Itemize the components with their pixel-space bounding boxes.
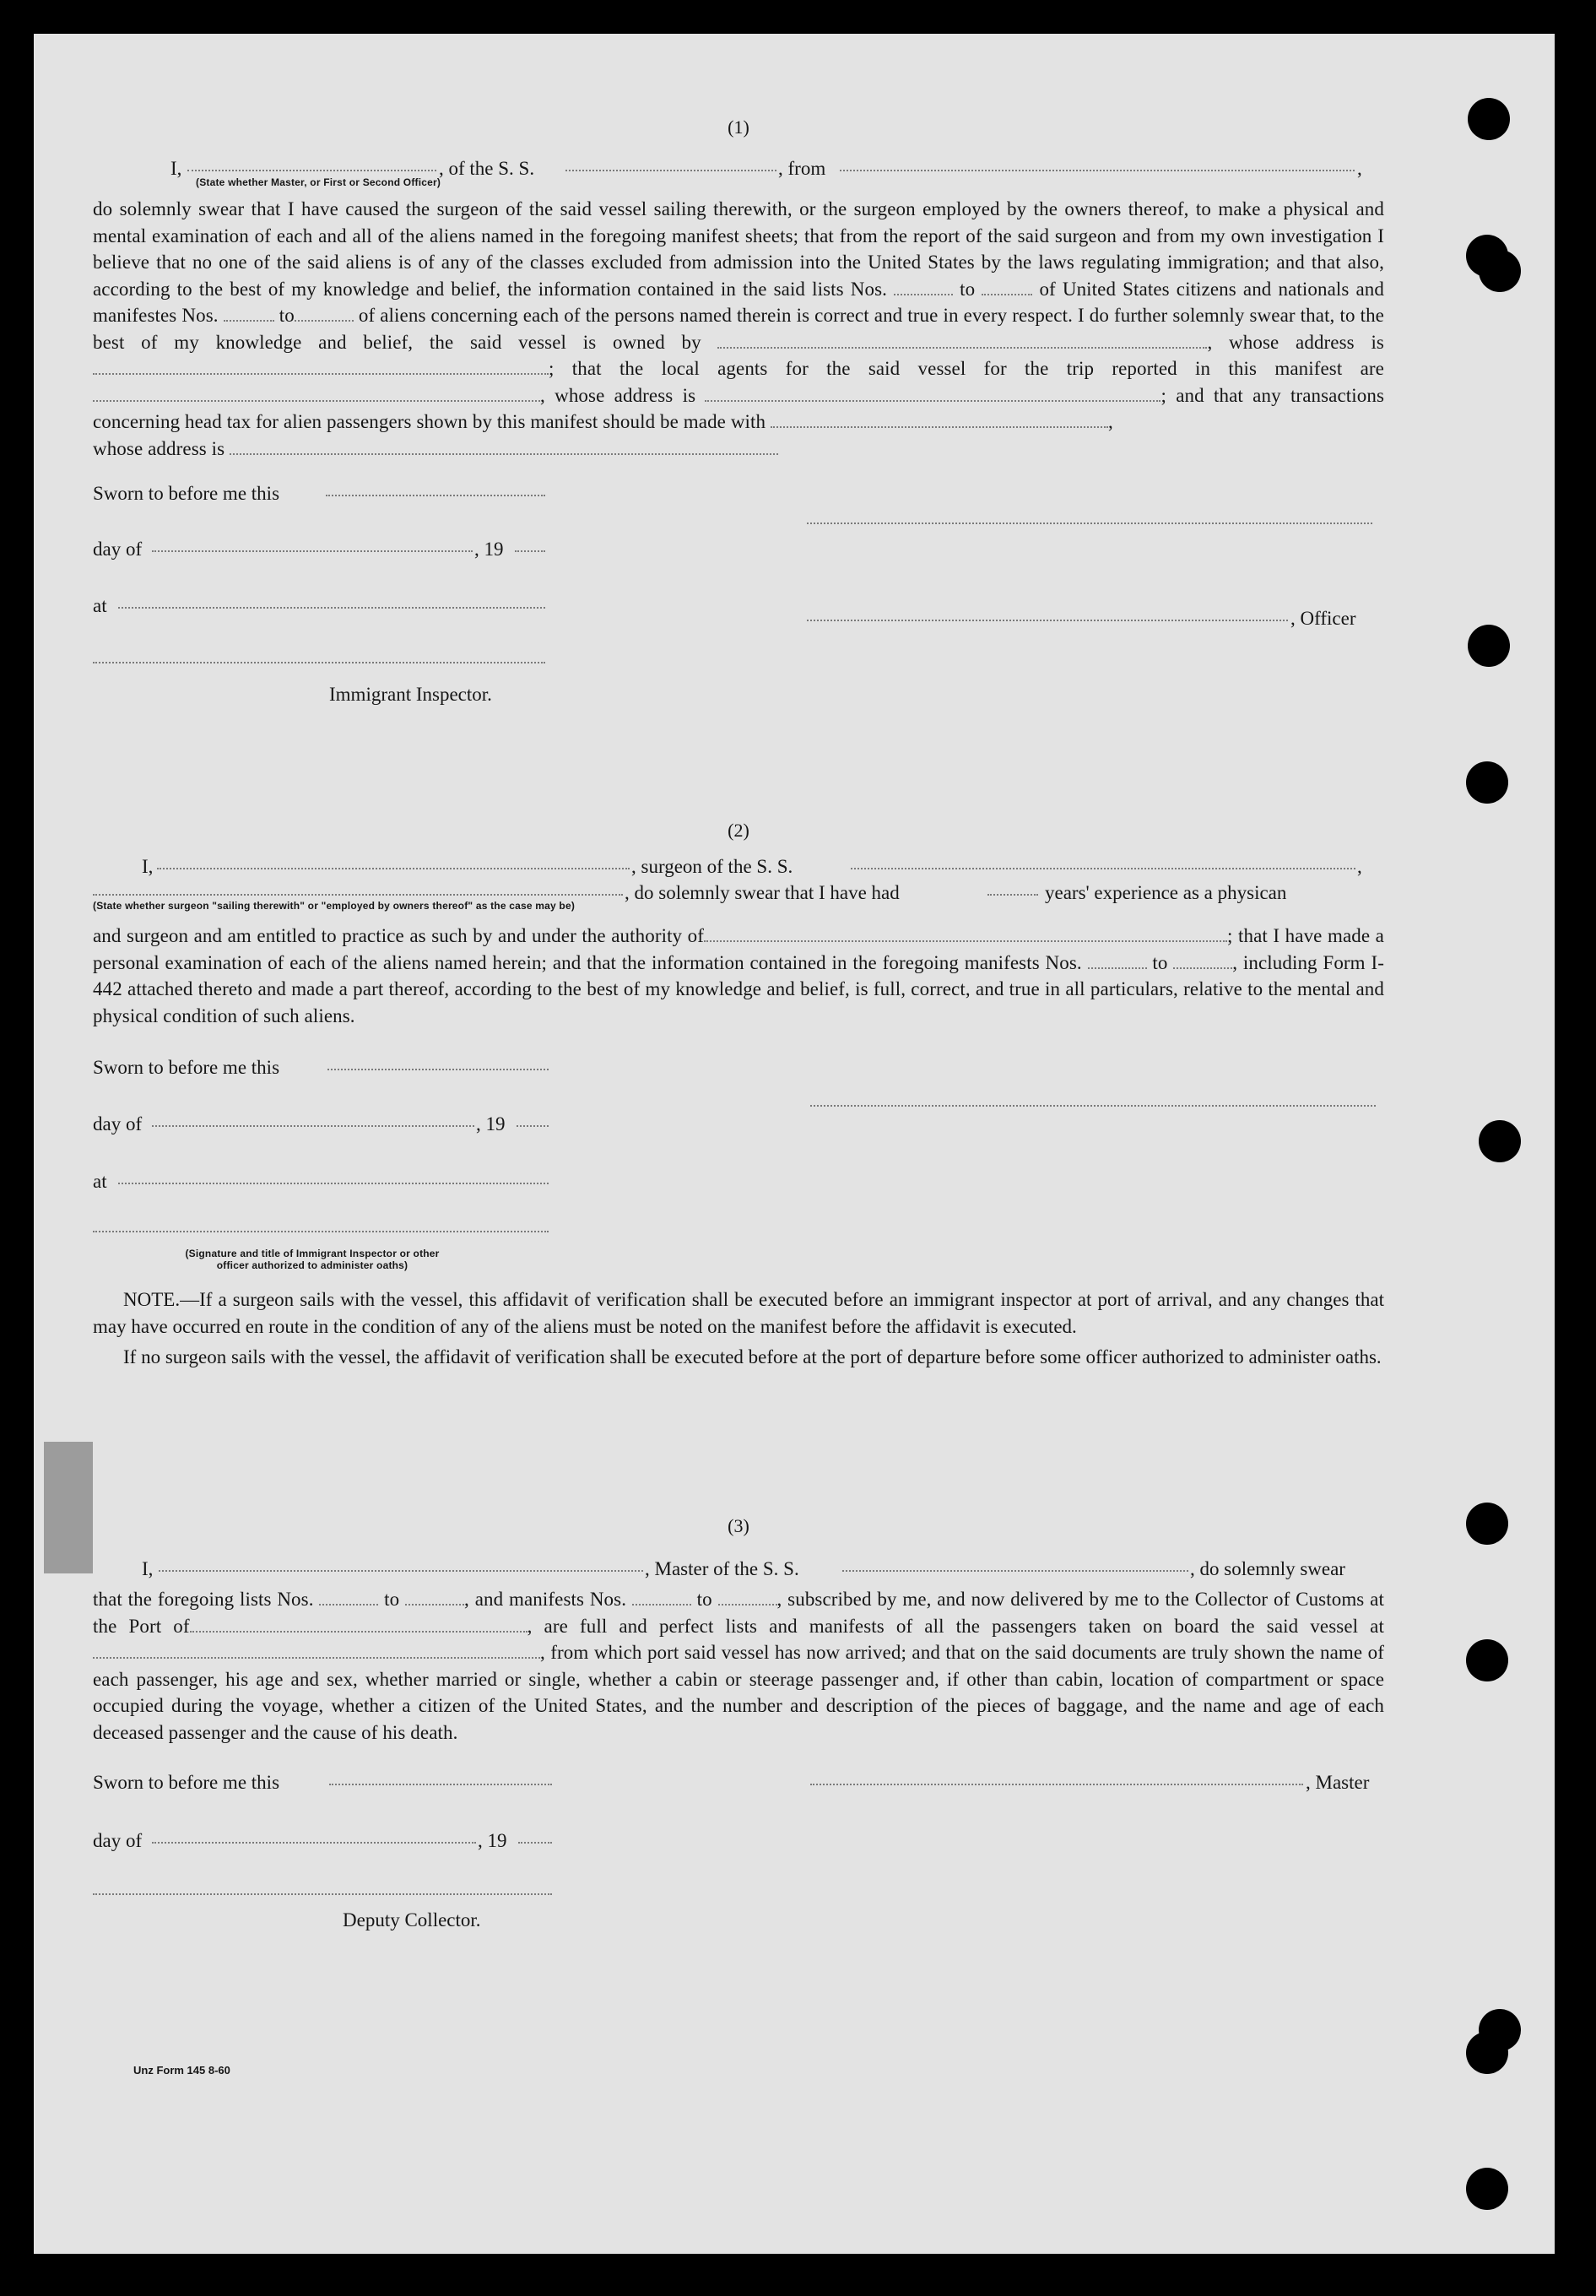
oath-text: , subscribed by me, and now delivered by me to the <box>776 1589 1189 1610</box>
oath-text: , whose address is <box>540 384 696 406</box>
sworn-date-field[interactable] <box>327 1054 549 1070</box>
surgeon-signature-line[interactable] <box>810 1088 1376 1107</box>
punch-hole <box>1466 1503 1508 1545</box>
lists-to-field[interactable] <box>982 279 1032 295</box>
oath-text: , and manifests Nos. <box>464 1589 627 1610</box>
to-label: to <box>384 1589 400 1610</box>
year-prefix: , 19 <box>476 1113 506 1134</box>
officer-label: , Officer <box>1290 608 1356 629</box>
year-field[interactable] <box>517 1111 549 1127</box>
immigrant-inspector-label: Immigrant Inspector. <box>329 684 492 705</box>
vessel-name-field[interactable] <box>565 155 776 171</box>
punch-hole <box>1466 235 1508 277</box>
day-of-label: day of <box>93 539 143 560</box>
sworn-label: Sworn to before me this <box>93 1057 280 1078</box>
jurat-block-3 <box>93 1769 1384 1938</box>
vessel-name-field[interactable] <box>851 853 1355 869</box>
to-label: to <box>960 278 976 300</box>
section-number: (2) <box>728 820 749 841</box>
surgeon-of-label: , surgeon of the S. S. <box>631 856 793 877</box>
oath-text: whose address is <box>93 437 225 459</box>
punch-hole <box>1479 1120 1521 1162</box>
surgeon-status-field[interactable] <box>93 880 623 896</box>
to-label: to <box>696 1589 712 1610</box>
punch-hole <box>1466 2168 1508 2210</box>
embark-port-field[interactable] <box>93 1643 540 1659</box>
oath-text: that on the said documents are truly shown the name of each passenger, his age and sex, whether married or single, whether a cabin or steerage passenger and, if other than cabin, location of compartment or space occupied during the voyage, whether a citizen of the United States, and the number and description of the pieces of baggage, and the name and age of each deceased passenger and the cause of his death. <box>93 1642 1384 1743</box>
sworn-label: Sworn to before me this <box>93 1772 280 1793</box>
i-label: I, <box>142 1558 154 1579</box>
punch-hole <box>1479 2009 1521 2051</box>
manifests-from-field[interactable] <box>1088 953 1147 969</box>
document-page <box>34 34 1555 2254</box>
oath-text: , are full and perfect lists and manifests of all the passengers <box>527 1615 1077 1637</box>
oath-paragraph <box>93 196 1384 462</box>
owner-field[interactable] <box>717 333 1207 349</box>
day-of-label: day of <box>93 1830 143 1851</box>
oath-text: ; <box>1227 925 1233 946</box>
jurat-block-1 <box>93 480 1384 717</box>
contact-address-field[interactable] <box>230 439 778 455</box>
oath-text: ; and that any transactions concerning head tax for alien passengers shown by this manifest should be made with <box>93 384 1385 432</box>
section-number: (1) <box>728 116 749 138</box>
agents-address-field[interactable] <box>705 386 1160 402</box>
punch-hole <box>1466 2032 1508 2074</box>
officer-signature-line[interactable] <box>807 506 1372 524</box>
oath-text: of United States citizens and nationals and manifestes Nos. <box>93 278 1385 326</box>
master-of-label: , Master of the S. S. <box>645 1558 799 1579</box>
punch-hole <box>1479 250 1521 292</box>
oath-text: that the foregoing lists Nos. <box>93 1589 314 1610</box>
owner-address-field[interactable] <box>93 359 549 375</box>
oath-text: , from which port said vessel has now arrived; and <box>540 1642 940 1663</box>
oath-text: Collector of Customs at the Port of <box>93 1589 1384 1637</box>
year-prefix: , 19 <box>474 539 504 560</box>
head-tax-contact-field[interactable] <box>771 412 1108 428</box>
at-label: at <box>93 1171 107 1192</box>
collector-signature-field[interactable] <box>93 1879 552 1895</box>
note-paragraph: If no surgeon sails with the vessel, the affidavit of verification shall be executed before at the port of departure before some officer authorized to administer oaths. <box>123 1346 1382 1367</box>
year-field[interactable] <box>518 1828 552 1844</box>
master-label: , Master <box>1306 1772 1370 1793</box>
inspector-signature-field[interactable] <box>93 647 545 663</box>
affidavit-section-2 <box>93 817 1384 1371</box>
master-name-field[interactable] <box>159 1556 643 1572</box>
surgeon-status-note: (State whether surgeon "sailing therewith" or "employed by owners thereof" as the case may be) <box>93 900 576 912</box>
lists-to-field[interactable] <box>405 1589 464 1606</box>
officer-name-field[interactable] <box>187 155 436 171</box>
sworn-date-field[interactable] <box>329 1769 552 1785</box>
signature-title-note <box>93 1248 532 1271</box>
oath-text: , <box>1108 411 1113 432</box>
punch-hole <box>1468 98 1510 140</box>
surgeon-line <box>93 853 1384 912</box>
comma: , <box>1357 158 1362 179</box>
swear-label: , do solemnly swear <box>1190 1558 1345 1579</box>
oath-text: of aliens concerning each of the persons named therein is correct and true in every respect. I do further solemnly swear that, to the best of my knowledge and belief, the said vessel is owned by <box>93 305 1384 353</box>
day-of-field[interactable] <box>152 536 473 552</box>
years-label: years' experience as a physican <box>1045 882 1287 903</box>
punch-hole <box>1466 1639 1508 1681</box>
oath-text: that I have made a personal examination of each of the aliens named herein; and that the information contained in the foregoing manifests Nos. <box>93 925 1384 973</box>
jurat-block-2 <box>93 1054 1384 1244</box>
authority-field[interactable] <box>704 926 1227 942</box>
day-of-label: day of <box>93 1113 143 1134</box>
sworn-label: Sworn to before me this <box>93 483 280 504</box>
lists-from-field[interactable] <box>894 279 953 295</box>
master-signature-field[interactable] <box>810 1769 1303 1785</box>
form-number: Unz Form 145 8-60 <box>133 2064 230 2077</box>
manifests-to-field[interactable] <box>718 1589 777 1606</box>
from-label: , from <box>778 158 826 179</box>
officer-rank-note: (State whether Master, or First or Second Officer) <box>196 176 441 188</box>
oath-text: , whose address is <box>1207 331 1384 353</box>
to-label: to <box>1152 951 1168 973</box>
master-line <box>93 1556 1384 1586</box>
from-port-field[interactable] <box>840 155 1355 171</box>
punch-hole <box>1466 761 1508 804</box>
at-field[interactable] <box>118 1168 549 1184</box>
manifests-from-field[interactable] <box>632 1589 691 1606</box>
to-label: to <box>279 305 295 326</box>
manifests-from-field[interactable] <box>224 306 274 322</box>
oath-text: taken on board the said vessel at <box>1088 1615 1384 1637</box>
i-label: I, <box>142 856 154 877</box>
at-label: at <box>93 595 107 616</box>
years-field[interactable] <box>987 880 1038 896</box>
signature-note-line: officer authorized to administer oaths) <box>216 1259 408 1271</box>
collector-port-field[interactable] <box>190 1616 527 1633</box>
manifests-to-field[interactable] <box>1173 953 1232 969</box>
year-prefix: , 19 <box>478 1830 507 1851</box>
affidavit-section-1 <box>93 114 1384 717</box>
of-ss-label: , of the S. S. <box>439 158 535 179</box>
i-label: I, <box>170 158 182 179</box>
oath-text: and surgeon and am entitled to practice as such by and under the authority of <box>93 925 705 946</box>
agents-field[interactable] <box>93 386 540 402</box>
oath-text: , including Form I-442 attached thereto and made a part thereof, according to the best of my knowledge and belief, is full, correct, and true in all particulars, relative to the mental and physical condition of such aliens. <box>93 951 1384 1026</box>
surgeon-name-field[interactable] <box>157 853 630 869</box>
day-of-field[interactable] <box>152 1111 474 1127</box>
signature-note-line: (Signature and title of Immigrant Inspector or other <box>185 1248 440 1259</box>
at-field[interactable] <box>118 593 545 609</box>
punch-hole <box>1468 625 1510 667</box>
day-of-field[interactable] <box>152 1828 476 1844</box>
officer-title-field[interactable] <box>807 605 1288 621</box>
oath-text: do solemnly swear that I have caused the surgeon of the said vessel sailing therewith, or the surgeon employed by the owners thereof, to make a physical and mental examination of each and all of the aliens named in the foregoing manifest sheets; that from the report of the said surgeon and from my own investigation I believe that no one of the said aliens is of any of the classes excluded from admission into the United States by the laws regulating immigration; and that also, according to the best of my knowledge and belief, the information contained in the said lists Nos. <box>93 198 1384 300</box>
paper-damage-mark <box>44 1442 93 1573</box>
comma: , <box>1357 856 1362 877</box>
manifests-to-field[interactable] <box>295 306 354 322</box>
swear-label: , do solemnly swear that I have had <box>625 882 900 903</box>
deputy-collector-label: Deputy Collector. <box>343 1909 481 1930</box>
year-field[interactable] <box>515 536 545 552</box>
sworn-date-field[interactable] <box>326 480 545 496</box>
officer-line <box>93 155 1384 186</box>
oath-text: ; that the local agents for the said vessel for the trip reported in this manifest are <box>549 358 1384 379</box>
surgeon-oath-paragraph <box>93 923 1384 1029</box>
note-paragraph: NOTE.—If a surgeon sails with the vessel, this affidavit of verification shall be executed before an immigrant inspector at port of arrival, and any changes that may have occurred en route in the condition of any of the aliens must be noted on the manifest before the affidavit is executed. <box>93 1289 1384 1337</box>
lists-from-field[interactable] <box>319 1589 378 1606</box>
section-number: (3) <box>728 1515 749 1536</box>
vessel-name-field[interactable] <box>842 1556 1188 1572</box>
inspector-signature-field[interactable] <box>93 1216 549 1232</box>
affidavit-section-3 <box>93 1513 1384 1938</box>
master-oath-paragraph <box>93 1586 1384 1746</box>
